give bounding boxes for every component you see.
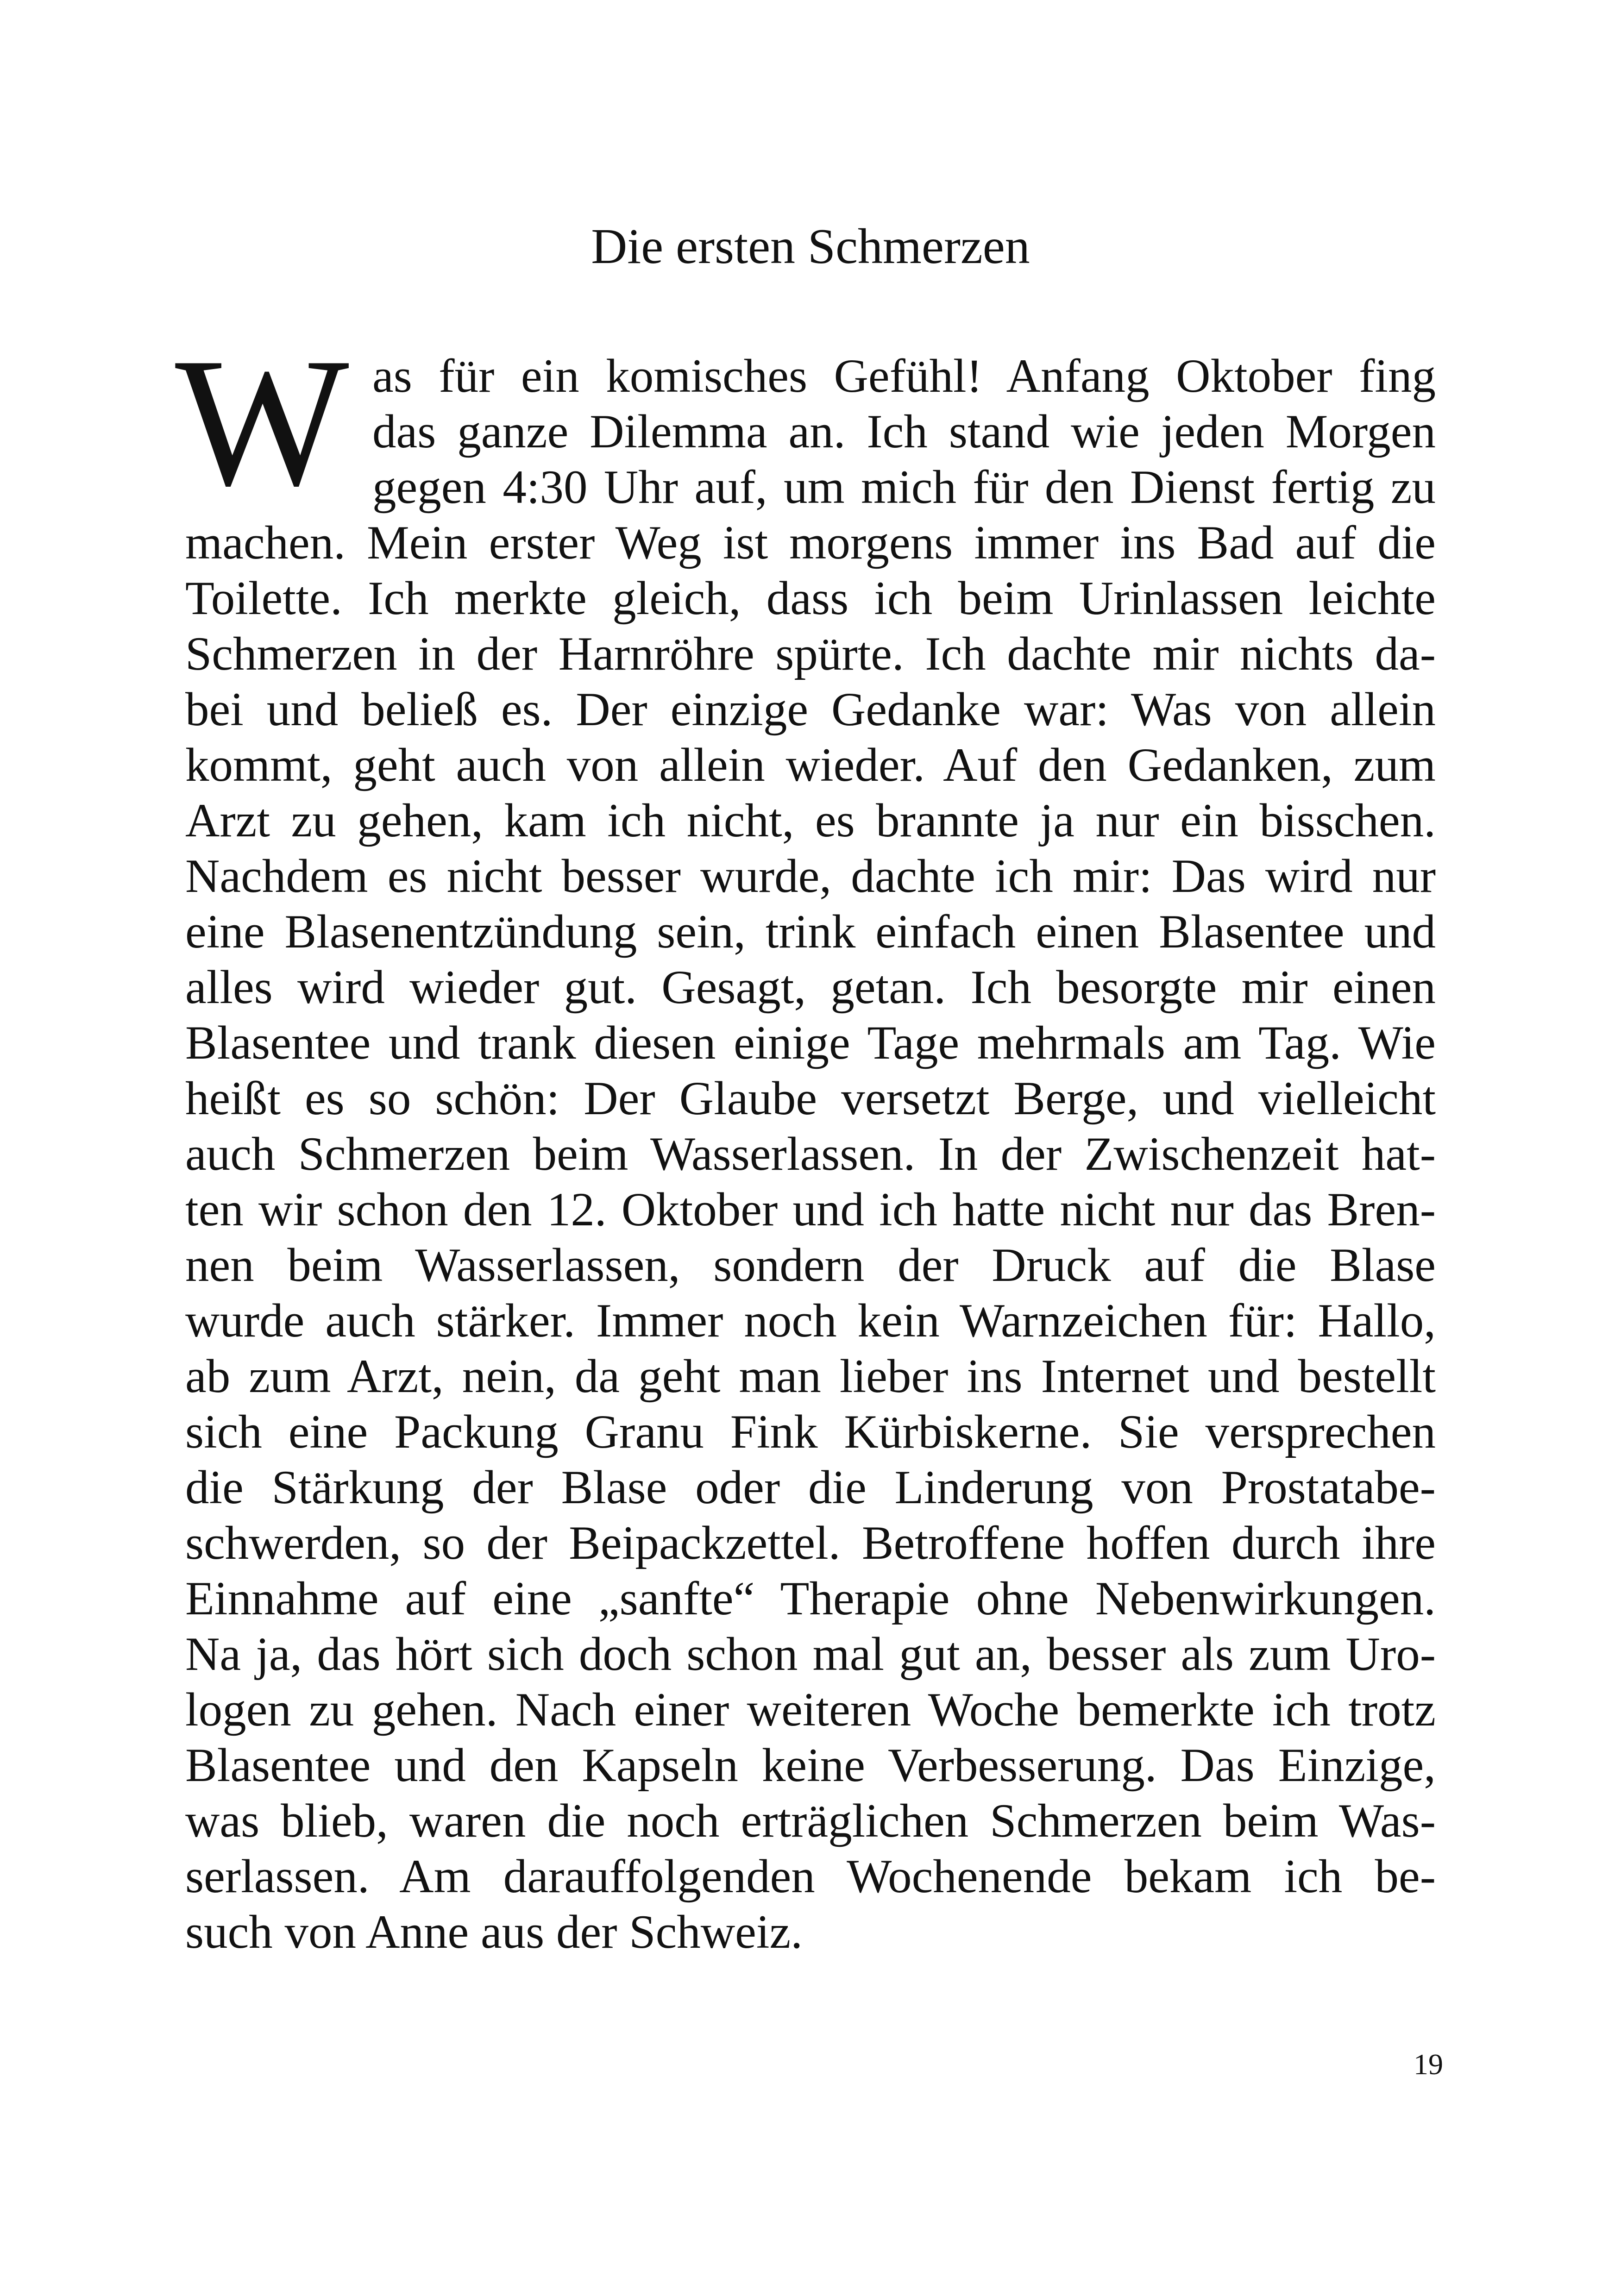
text-line: logen zu gehen. Nach einer weiteren Woche bemerkte ich trotz [185,1683,1436,1736]
chapter-title: Die ersten Schmerzen [591,219,1030,274]
text-line: Blasentee und den Kapseln keine Verbesserung. Das Einzige, [185,1739,1436,1792]
text-line: serlassen. Am darauffolgenden Wochenende bekam ich be- [185,1850,1436,1903]
text-line: Einnahme auf eine „sanfte“ Therapie ohne Nebenwirkungen. [185,1572,1436,1625]
text-line: such von Anne aus der Schweiz. [185,1906,803,1958]
text-line: gegen 4:30 Uhr auf, um mich für den Dienst fertig zu [372,461,1436,514]
page-number: 19 [1414,2048,1443,2081]
text-line: das ganze Dilemma an. Ich stand wie jeden Morgen [372,405,1436,458]
text-line: was blieb, waren die noch erträglichen Schmerzen beim Was- [185,1794,1436,1847]
text-line: alles wird wieder gut. Gesagt, getan. Ich besorgte mir einen [185,961,1436,1014]
text-line: eine Blasenentzündung sein, trink einfach einen Blasentee und [185,905,1436,958]
text-line: Arzt zu gehen, kam ich nicht, es brannte ja nur ein bisschen. [185,794,1436,847]
text-line: nen beim Wasserlassen, sondern der Druck auf die Blase [185,1239,1436,1292]
text-line: ten wir schon den 12. Oktober und ich hatte nicht nur das Bren- [185,1183,1436,1236]
text-line: schwerden, so der Beipackzettel. Betroffene hoffen durch ihre [185,1517,1436,1569]
text-line: machen. Mein erster Weg ist morgens immer ins Bad auf die [185,516,1436,569]
text-line: Schmerzen in der Harnröhre spürte. Ich dachte mir nichts da- [185,627,1436,680]
text-line: Blasentee und trank diesen einige Tage mehrmals am Tag. Wie [185,1016,1436,1069]
text-line: ab zum Arzt, nein, da geht man lieber ins Internet und bestellt [185,1350,1436,1403]
text-line: kommt, geht auch von allein wieder. Auf den Gedanken, zum [185,739,1436,791]
text-line: Toilette. Ich merkte gleich, dass ich beim Urinlassen leichte [185,572,1436,625]
text-line: die Stärkung der Blase oder die Linderung von Prostatabe- [185,1461,1436,1514]
text-line: bei und beließ es. Der einzige Gedanke war: Was von allein [185,683,1436,736]
text-line: wurde auch stärker. Immer noch kein Warnzeichen für: Hallo, [185,1294,1436,1347]
body-paragraph [175,320,1436,1960]
text-line: Nachdem es nicht besser wurde, dachte ich mir: Das wird nur [185,850,1436,903]
text-line: heißt es so schön: Der Glaube versetzt Berge, und vielleicht [185,1072,1436,1125]
text-line: as für ein komisches Gefühl! Anfang Oktober fing [372,350,1436,402]
text-line: sich eine Packung Granu Fink Kürbiskerne. Sie versprechen [185,1405,1436,1458]
text-line: auch Schmerzen beim Wasserlassen. In der Zwischenzeit hat- [185,1128,1436,1180]
text-line: Na ja, das hört sich doch schon mal gut an, besser als zum Uro- [185,1628,1436,1681]
drop-cap-initial: W [175,320,349,524]
